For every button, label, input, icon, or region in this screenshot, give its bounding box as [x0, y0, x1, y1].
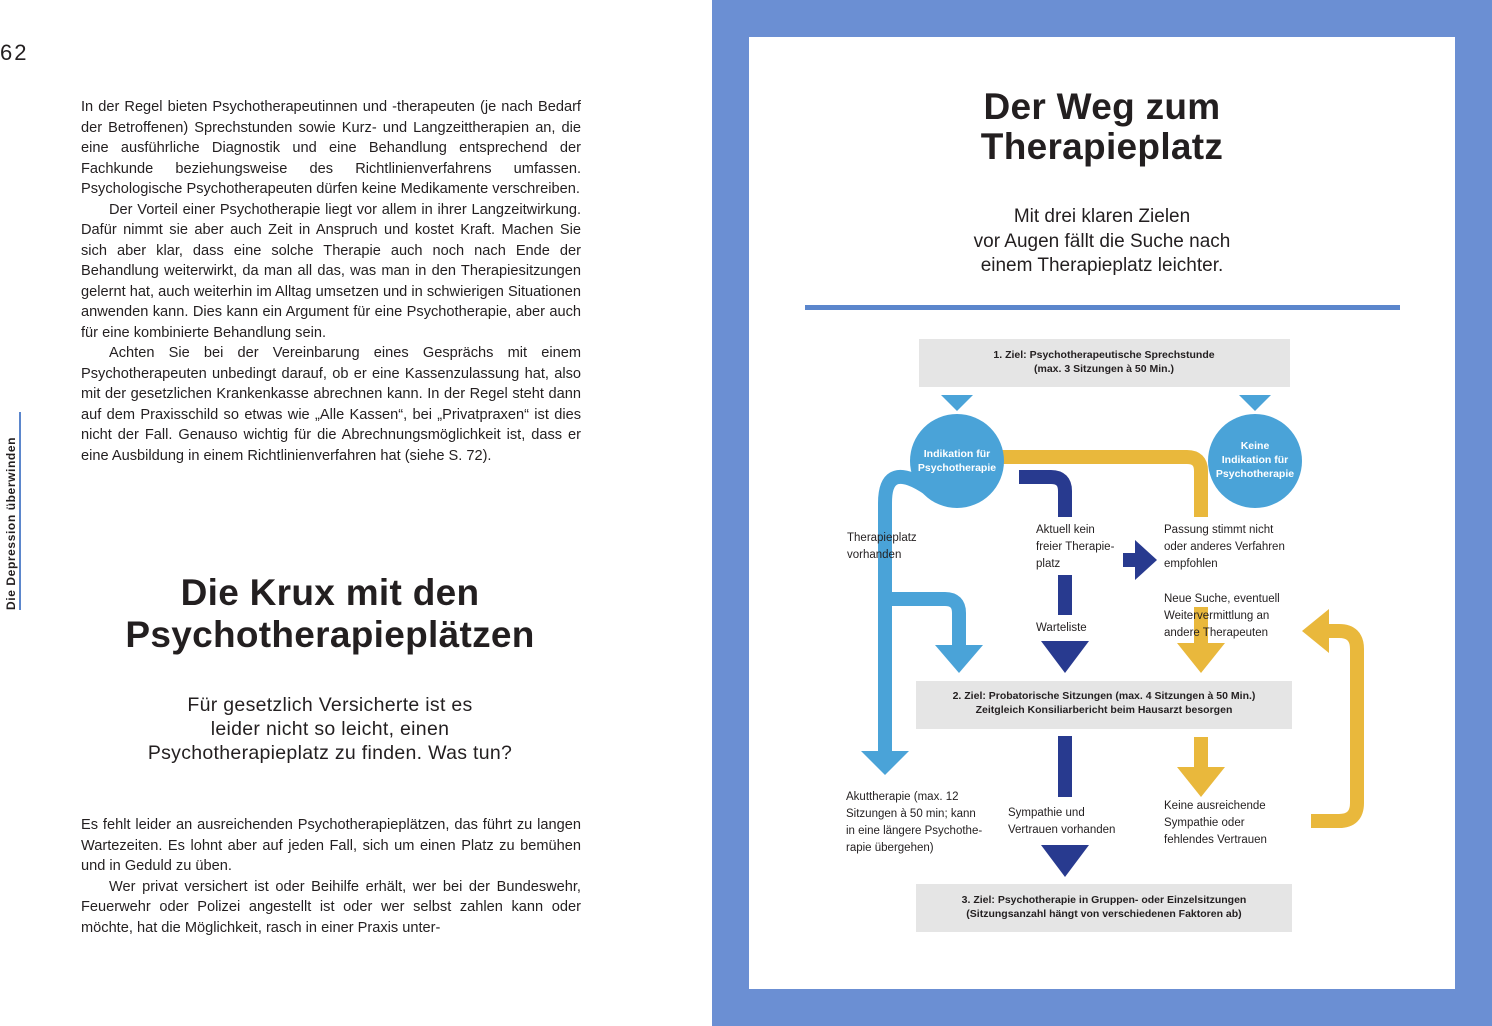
paragraph: Wer privat versichert ist oder Beihilfe erhält, wer bei der Bundeswehr, Feuerwehr oder Polizei angestellt ist oder wer selbst zahlen kann oder möchte, hat die Möglichkeit, rasch in einer Praxis unter- — [81, 878, 581, 936]
label-neue-suche: Weitervermittlung an — [1164, 610, 1270, 622]
circle-indikation — [910, 414, 1004, 508]
lead-line: Mit drei klaren Zielen — [1013, 206, 1191, 227]
goal1-text: (max. 3 Sitzungen à 50 Min.) — [1033, 363, 1175, 375]
label-passung: Passung stimmt nicht — [1164, 524, 1274, 536]
lightblue-arrow-down-icon — [861, 751, 909, 775]
paragraph: In der Regel bieten Psychotherapeutinnen und -therapeuten (je nach Bedarf der Betroffenen) Sprechstunden sowie Kurz- und Langzeittherapien an, die eine ausführliche Diagnostik und eine Behandlung entsprechend der Fachkunde beziehungsweise des Richtlinienverfahrens umfassen. Psychologische Psychotherapeuten dürfen keine Medikamente verschreiben. — [81, 99, 581, 197]
infobox-card — [749, 37, 1455, 989]
label-keine-sympathie: Keine ausreichende — [1164, 800, 1266, 812]
yellow-path-top — [999, 457, 1201, 517]
heading-line: Psychotherapieplätzen — [125, 614, 535, 655]
circle-left-text: Psychotherapie — [917, 462, 997, 474]
label-warteliste: Warteliste — [1036, 622, 1087, 634]
right-page-frame — [712, 0, 1492, 1026]
goal3-text: (Sitzungsanzahl hängt von verschiedenen Faktoren ab) — [966, 908, 1242, 920]
label-sympathie: Sympathie und — [1008, 807, 1085, 819]
lightblue-branch — [885, 599, 959, 647]
label-sympathie: Vertrauen vorhanden — [1008, 824, 1116, 836]
title-line: Der Weg zum — [983, 86, 1221, 127]
lead-line: vor Augen fällt die Suche nach — [973, 230, 1231, 252]
label-akuttherapie: rapie übergehen) — [846, 842, 934, 854]
goal1-text: 1. Ziel: Psychotherapeutische Sprechstunde — [993, 349, 1215, 361]
circle-right-text: Keine — [1240, 440, 1270, 452]
lead-line: Für gesetzlich Versicherte ist es — [187, 694, 473, 716]
section-lead — [80, 693, 580, 765]
goal3-text: 3. Ziel: Psychotherapie in Gruppen- oder Einzelsitzungen — [961, 894, 1247, 906]
darkblue-path-top — [1019, 477, 1065, 517]
label-neue-suche: andere Therapeuten — [1164, 627, 1269, 639]
lead-line: einem Therapieplatz leichter. — [980, 255, 1224, 276]
paragraph: Es fehlt leider an ausreichenden Psychotherapieplätzen, das führt zu langen Wartezeiten. Es lohnt aber auf jeden Fall, sich um einen Platz zu bemühen und in Geduld zu üben. — [81, 817, 581, 874]
circle-left-text: Indikation für — [923, 448, 991, 460]
label-passung: oder anderes Verfahren — [1164, 541, 1285, 553]
yellow-loop — [1311, 631, 1357, 821]
darkblue-right-arrow-icon — [1135, 540, 1157, 580]
body-text-bottom — [81, 815, 581, 938]
body-text-top — [81, 97, 581, 466]
label-akuttherapie: in eine längere Psychothe- — [846, 825, 983, 837]
label-akuttherapie: Akuttherapie (max. 12 — [846, 791, 959, 803]
label-therapieplatz: vorhanden — [847, 549, 902, 561]
label-aktuell: platz — [1036, 558, 1061, 570]
circle-right-text: Indikation für — [1221, 454, 1289, 466]
circle-right-text: Psychotherapie — [1215, 468, 1295, 480]
darkblue-arrow-icon — [1041, 845, 1089, 877]
label-therapieplatz: Therapieplatz — [847, 532, 917, 544]
yellow-loop-arrow-icon — [1302, 609, 1329, 653]
left-page — [0, 0, 712, 1026]
section-heading — [60, 572, 600, 656]
paragraph: Der Vorteil einer Psychotherapie liegt vor allem in ihrer Langzeitwirkung. Dafür nimmt sie aber auch Zeit in Anspruch und kostet Kraft. Machen Sie sich aber klar, dass eine solche Therapie auch noch nach Ende der Behandlung weiterwirkt, da man all das, was man in den Therapiesitzungen gelernt hat, auch weiterhin im Alltag umsetzen und in schwierigen Situationen anwenden kann. Dies kann ein Argument für eine Psychotherapie, aber auch für eine kombinierte Behandlung sein. — [81, 201, 581, 341]
darkblue-arrow-icon — [1041, 641, 1089, 673]
flow-diagram — [749, 37, 1455, 989]
label-neue-suche: Neue Suche, eventuell — [1164, 593, 1280, 605]
triangle-left-icon — [941, 395, 973, 411]
label-aktuell: freier Therapie- — [1036, 541, 1115, 553]
title-line: Therapieplatz — [980, 126, 1224, 167]
yellow-arrow-icon — [1177, 767, 1225, 797]
label-keine-sympathie: fehlendes Vertrauen — [1164, 834, 1267, 846]
triangle-right-icon — [1239, 395, 1271, 411]
paragraph: Achten Sie bei der Vereinbarung eines Gesprächs mit einem Psychotherapeuten unbedingt darauf, ob er eine Kassenzulassung hat, also mit der gesetzlichen Krankenkasse abrechnen kann. In der Regel steht dann auf dem Praxisschild so etwas wie „Alle Kassen“, bei „Privatpraxen“ ist dies nicht der Fall. Genauso wichtig für die Abrechnungsmöglichkeit ist, dass er eine Ausbildung in einem Richtlinienverfahren hat (siehe S. 72). — [81, 345, 581, 464]
label-keine-sympathie: Sympathie oder — [1164, 817, 1245, 829]
page-number: 62 — [0, 40, 29, 65]
lead-line: Psychotherapieplatz zu finden. Was tun? — [147, 742, 513, 764]
lead-line: leider nicht so leicht, einen — [210, 718, 450, 740]
lightblue-arrow-icon — [935, 645, 983, 673]
darkblue-arrow-stem — [1123, 553, 1137, 567]
label-passung: empfohlen — [1164, 558, 1218, 570]
side-label-rule — [19, 412, 21, 610]
label-aktuell: Aktuell kein — [1036, 524, 1095, 536]
section-side-label: Die Depression überwinden — [4, 436, 18, 610]
goal2-text: Zeitgleich Konsiliarbericht beim Hausarzt besorgen — [975, 704, 1233, 716]
label-akuttherapie: Sitzungen à 50 min; kann — [846, 808, 976, 820]
goal2-text: 2. Ziel: Probatorische Sitzungen (max. 4 Sitzungen à 50 Min.) — [952, 690, 1256, 702]
heading-line: Die Krux mit den — [180, 572, 480, 613]
yellow-arrow-icon — [1177, 643, 1225, 673]
